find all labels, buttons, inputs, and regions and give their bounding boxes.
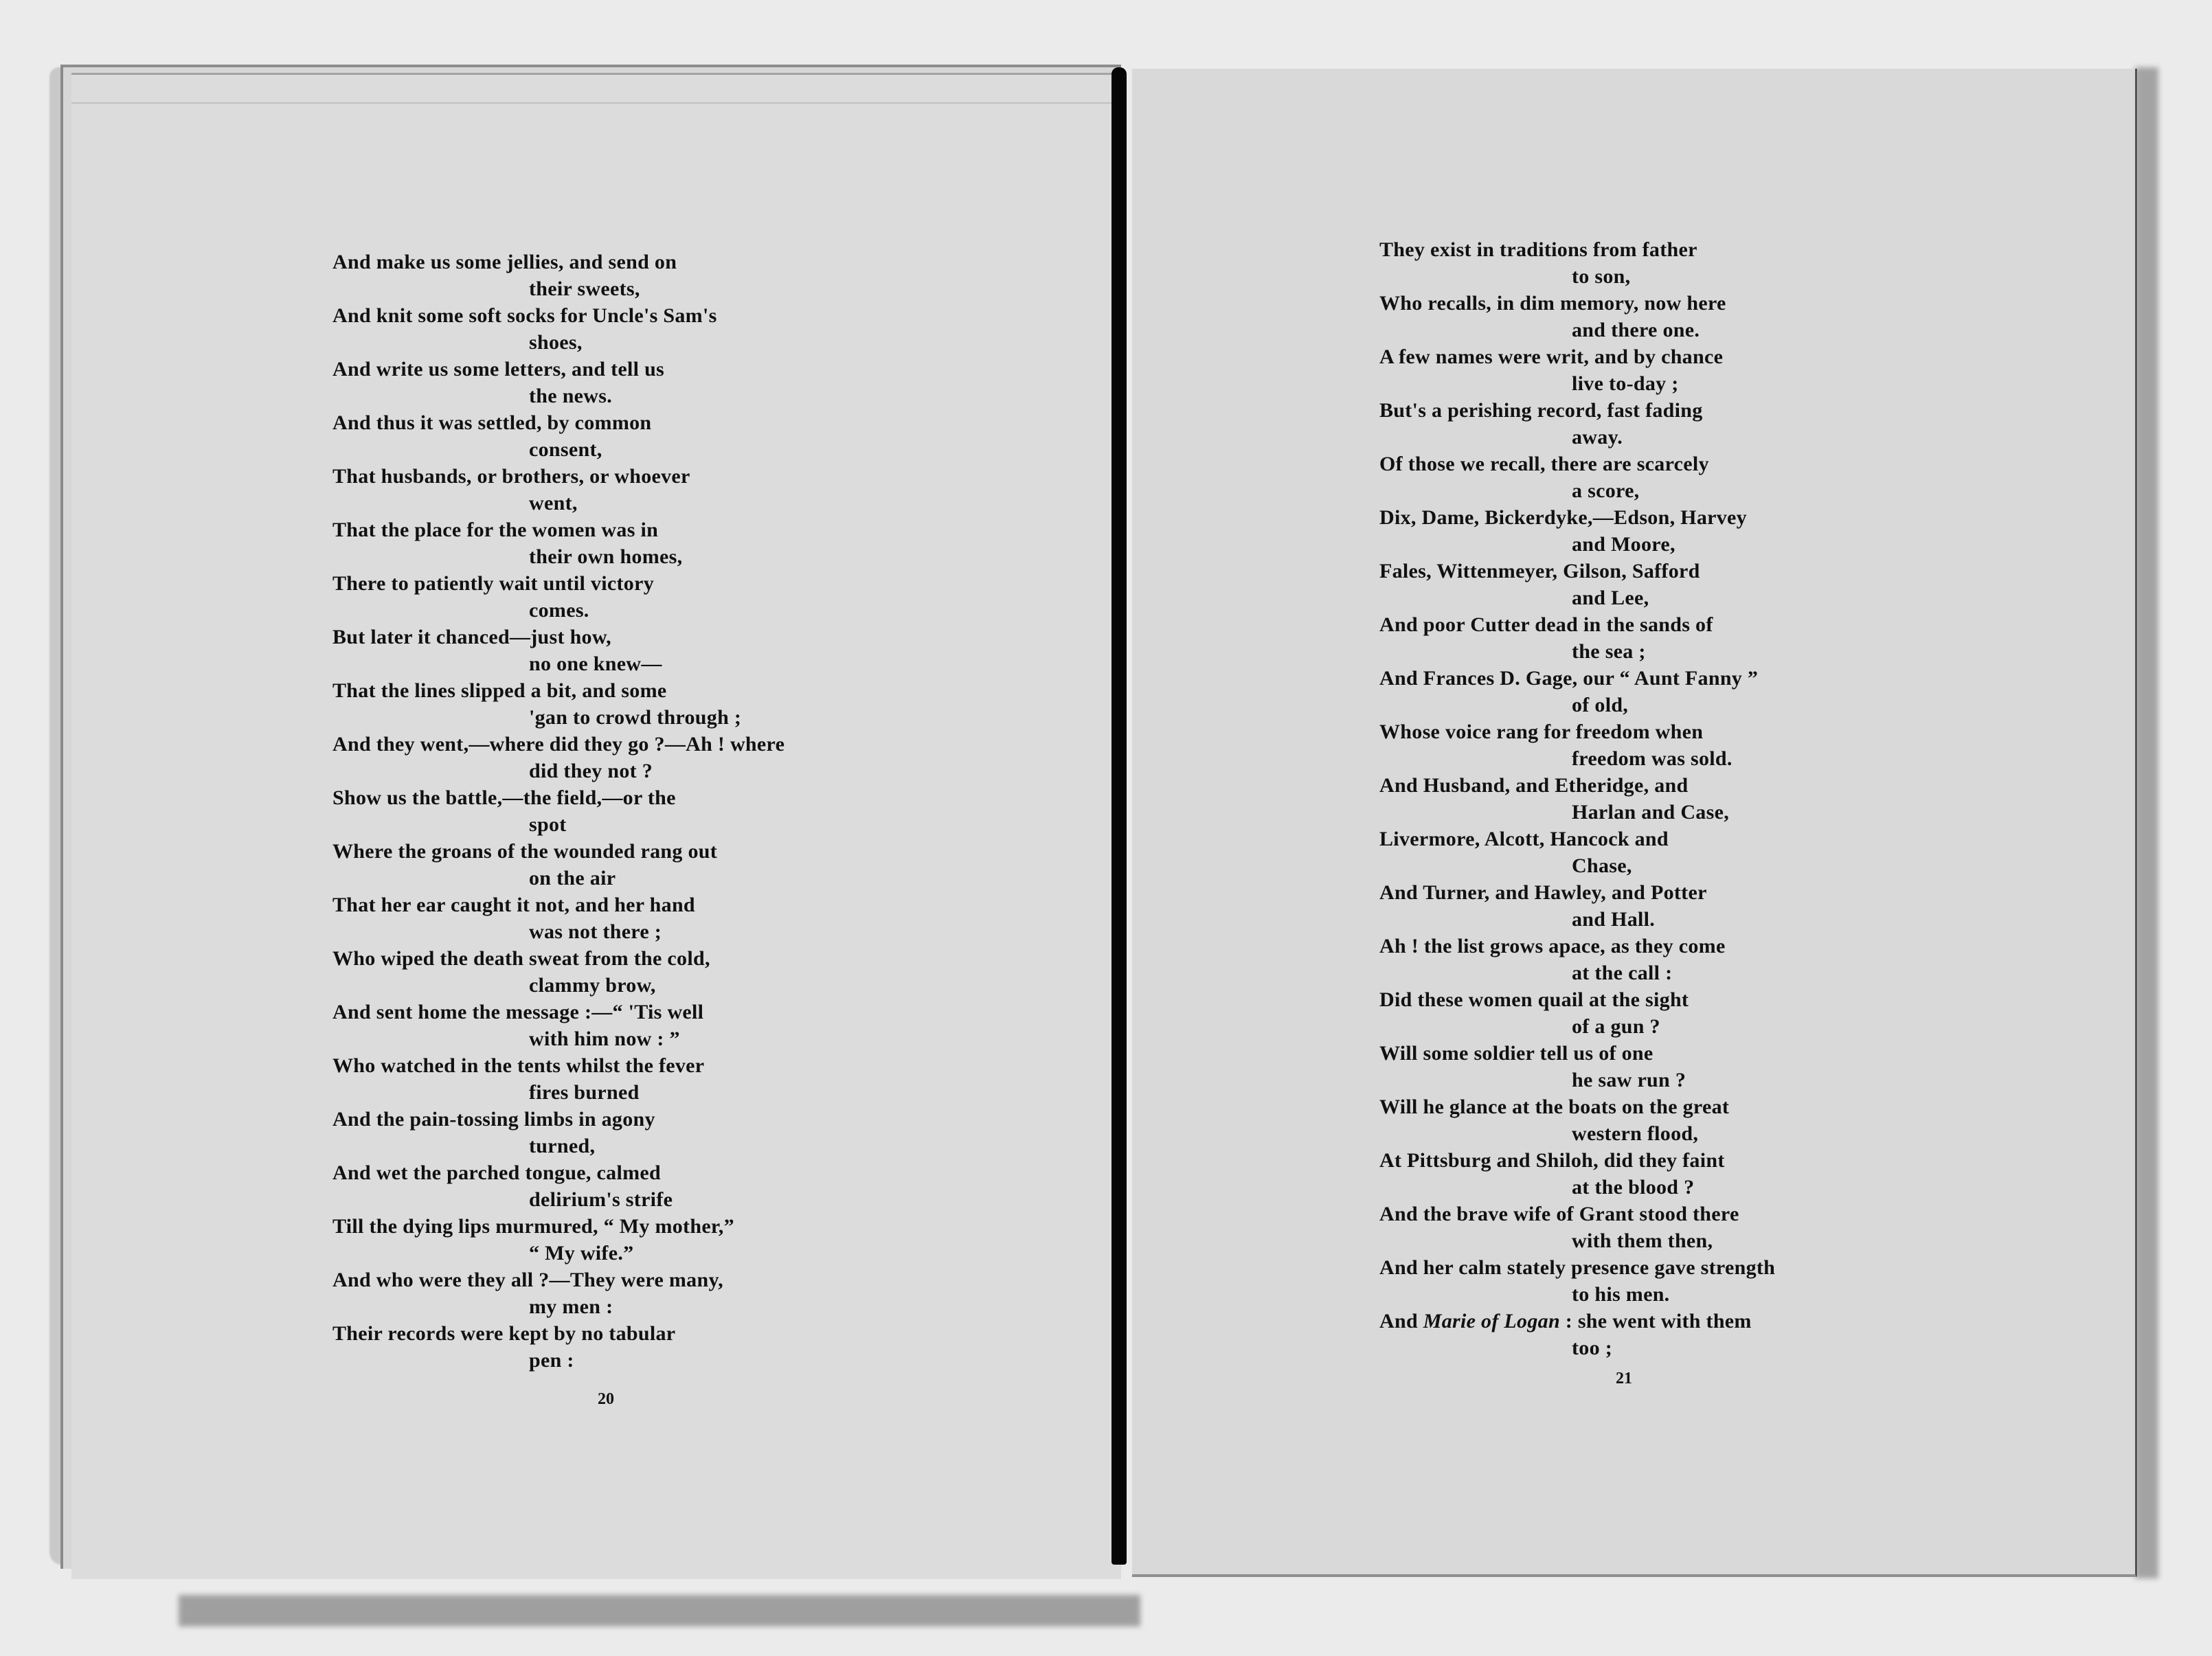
poem-line: And make us some jellies, and send on (332, 251, 677, 273)
poem-line: At Pittsburg and Shiloh, did they faint (1379, 1149, 1725, 1172)
poem-line-continuation: away. (1572, 426, 1623, 449)
poem-line: Will some soldier tell us of one (1379, 1042, 1654, 1065)
poem-line-continuation: of a gun ? (1572, 1015, 1660, 1038)
left-page-poem-text (332, 249, 896, 1374)
poem-line: And sent home the message :—“ 'Tis well (332, 1001, 704, 1023)
poem-line-continuation: of old, (1572, 694, 1629, 716)
poem-line: Their records were kept by no tabular (332, 1322, 676, 1345)
poem-line: And they went,—where did they go ?—Ah ! where (332, 733, 785, 756)
poem-line-continuation: at the call : (1572, 962, 1673, 984)
book-right-shadow (2135, 67, 2158, 1578)
poem-line-continuation: freedom was sold. (1572, 747, 1733, 770)
poem-line: That husbands, or brothers, or whoever (332, 465, 690, 488)
poem-line-continuation: at the blood ? (1572, 1176, 1695, 1199)
poem-line: They exist in traditions from father (1379, 238, 1697, 261)
poem-line: Where the groans of the wounded rang out (332, 840, 718, 863)
poem-line-continuation: the news. (529, 385, 613, 407)
poem-line-continuation: no one knew— (529, 653, 662, 675)
poem-line: And thus it was settled, by common (332, 411, 652, 434)
poem-line-continuation: clammy brow, (529, 974, 656, 997)
poem-line: Till the dying lips murmured, “ My mother,” (332, 1215, 734, 1238)
poem-line-continuation: the sea ; (1572, 640, 1646, 663)
poem-line: And write us some letters, and tell us (332, 358, 665, 381)
poem-line-continuation: and Moore, (1572, 533, 1675, 556)
poem-line-continuation: pen : (529, 1349, 574, 1372)
poem-line: Dix, Dame, Bickerdyke,—Edson, Harvey (1379, 506, 1747, 529)
poem-line: Fales, Wittenmeyer, Gilson, Safford (1379, 560, 1700, 582)
poem-line-continuation: with him now : ” (529, 1028, 680, 1050)
poem-line: Whose voice rang for freedom when (1379, 721, 1704, 743)
poem-line-text: : she went with them (1559, 1310, 1752, 1332)
poem-line-continuation: shoes, (529, 331, 583, 354)
poem-line: That the lines slipped a bit, and some (332, 679, 667, 702)
left-page-top-fold (71, 75, 1121, 104)
poem-line: Of those we recall, there are scarcely (1379, 453, 1709, 475)
poem-line-continuation: 'gan to crowd through ; (529, 706, 742, 729)
poem-line: And poor Cutter dead in the sands of (1379, 613, 1713, 636)
book-bottom-shadow (179, 1595, 1140, 1626)
poem-line: Did these women quail at the sight (1379, 988, 1689, 1011)
poem-line-continuation: fires burned (529, 1081, 640, 1104)
poem-line-continuation: their own homes, (529, 545, 683, 568)
poem-line: That her ear caught it not, and her hand (332, 894, 695, 916)
poem-line-continuation: their sweets, (529, 277, 640, 300)
poem-line: But's a perishing record, fast fading (1379, 399, 1703, 422)
poem-line-continuation: did they not ? (529, 760, 653, 782)
poem-line: And her calm stately presence gave strength (1379, 1256, 1776, 1279)
poem-line-continuation: consent, (529, 438, 602, 461)
poem-line: There to patiently wait until victory (332, 572, 654, 595)
poem-line-continuation: and Hall. (1572, 908, 1656, 931)
poem-line-continuation: Chase, (1572, 854, 1632, 877)
poem-line-continuation: a score, (1572, 479, 1640, 502)
poem-line-continuation: comes. (529, 599, 589, 622)
book-gutter-spine (1111, 67, 1127, 1565)
poem-line: Will he glance at the boats on the great (1379, 1096, 1730, 1118)
right-page-poem-text (1379, 236, 1874, 1361)
poem-line: But later it chanced—just how, (332, 626, 611, 648)
poem-line-continuation: was not there ; (529, 920, 662, 943)
poem-line-text: And (1379, 1310, 1423, 1332)
poem-line-continuation: and Lee, (1572, 587, 1649, 609)
poem-line-continuation: he saw run ? (1572, 1069, 1686, 1091)
poem-line: And who were they all ?—They were many, (332, 1269, 723, 1291)
poem-line: And Frances D. Gage, our “ Aunt Fanny ” (1379, 667, 1759, 690)
poem-line-continuation: with them then, (1572, 1229, 1713, 1252)
poem-line: And wet the parched tongue, calmed (332, 1161, 661, 1184)
poem-line-continuation: western flood, (1572, 1122, 1699, 1145)
poem-line: Who recalls, in dim memory, now here (1379, 292, 1726, 315)
poem-line-italic-text: Marie of Logan (1423, 1310, 1560, 1332)
poem-line: Show us the battle,—the field,—or the (332, 786, 676, 809)
poem-line-continuation: to his men. (1572, 1283, 1670, 1306)
poem-line: And the pain-tossing limbs in agony (332, 1108, 655, 1131)
left-page-number: 20 (598, 1390, 614, 1408)
poem-line (1379, 1308, 1874, 1335)
poem-line: A few names were writ, and by chance (1379, 345, 1724, 368)
poem-line: And knit some soft socks for Uncle's Sam's (332, 304, 717, 327)
poem-line-continuation: too ; (1572, 1337, 1612, 1359)
poem-line: That the place for the women was in (332, 519, 659, 541)
poem-line: And Turner, and Hawley, and Potter (1379, 881, 1707, 904)
poem-line-continuation: “ My wife.” (529, 1242, 634, 1264)
poem-line-continuation: to son, (1572, 265, 1631, 288)
poem-line-continuation: spot (529, 813, 567, 836)
poem-line: Ah ! the list grows apace, as they come (1379, 935, 1726, 957)
right-page-number: 21 (1616, 1370, 1632, 1387)
poem-line: Who watched in the tents whilst the fever (332, 1054, 705, 1077)
poem-line-continuation: and there one. (1572, 319, 1700, 341)
poem-line-continuation: Harlan and Case, (1572, 801, 1729, 824)
poem-line-continuation: went, (529, 492, 578, 514)
poem-line: And Husband, and Etheridge, and (1379, 774, 1689, 797)
poem-line-continuation: delirium's strife (529, 1188, 673, 1211)
poem-line-continuation: live to-day ; (1572, 372, 1679, 395)
poem-line-continuation: turned, (529, 1135, 596, 1157)
poem-line: And the brave wife of Grant stood there (1379, 1203, 1739, 1225)
poem-line: Livermore, Alcott, Hancock and (1379, 828, 1669, 850)
poem-line-continuation: on the air (529, 867, 616, 889)
poem-line: Who wiped the death sweat from the cold, (332, 947, 710, 970)
poem-line-continuation: my men : (529, 1295, 613, 1318)
